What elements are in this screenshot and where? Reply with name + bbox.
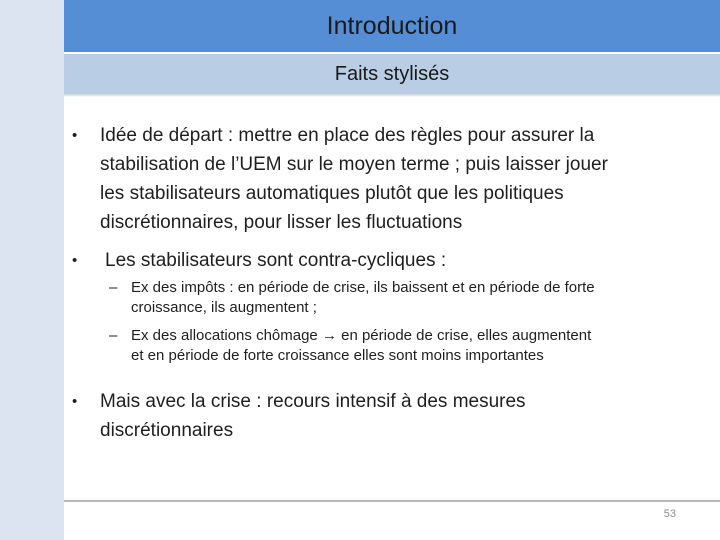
sub-bullet-line: croissance, ils augmentent ;: [131, 299, 317, 316]
sub-bullet-line: Ex des allocations chômage → en période de crise, elles augmentent: [131, 327, 592, 344]
sub-bullet-marker: –: [109, 279, 118, 296]
bullet-marker: •: [72, 252, 78, 269]
sub-bullet-line: et en période de forte croissance elles sont moins importantes: [131, 347, 544, 364]
slide: [64, 0, 720, 540]
bullet-item: [72, 387, 712, 445]
bullet-line: Les stabilisateurs sont contra-cycliques :: [105, 250, 447, 271]
bullet-line: stabilisation de l’UEM sur le moyen terme ; puis laisser jouer: [100, 154, 608, 175]
bullet-line: les stabilisateurs automatiques plutôt que les politiques: [100, 183, 564, 204]
sub-bullet-item: [109, 326, 709, 366]
bullet-item: [72, 246, 712, 275]
page-number: 53: [663, 508, 676, 520]
bullet-line: discrétionnaires, pour lisser les fluctuations: [100, 212, 463, 233]
sub-bullet-marker: –: [109, 327, 118, 344]
sub-bullet-item: [109, 278, 709, 318]
slide-title: Introduction: [326, 11, 458, 40]
title-bar: [64, 0, 720, 52]
bullet-line: Idée de départ : mettre en place des règles pour assurer la: [100, 125, 595, 146]
subtitle-bar: [64, 54, 720, 94]
bullet-line: discrétionnaires: [100, 420, 234, 441]
bullet-marker: •: [72, 127, 78, 144]
header-divider: [64, 94, 720, 97]
bullet-line: Mais avec la crise : recours intensif à des mesures: [100, 391, 526, 412]
bullet-marker: •: [72, 393, 78, 410]
bullet-item: [72, 121, 712, 237]
sub-bullet-line: Ex des impôts : en période de crise, ils baissent et en période de forte: [131, 279, 595, 296]
slide-subtitle: Faits stylisés: [334, 62, 450, 85]
footer-divider: [64, 500, 720, 502]
